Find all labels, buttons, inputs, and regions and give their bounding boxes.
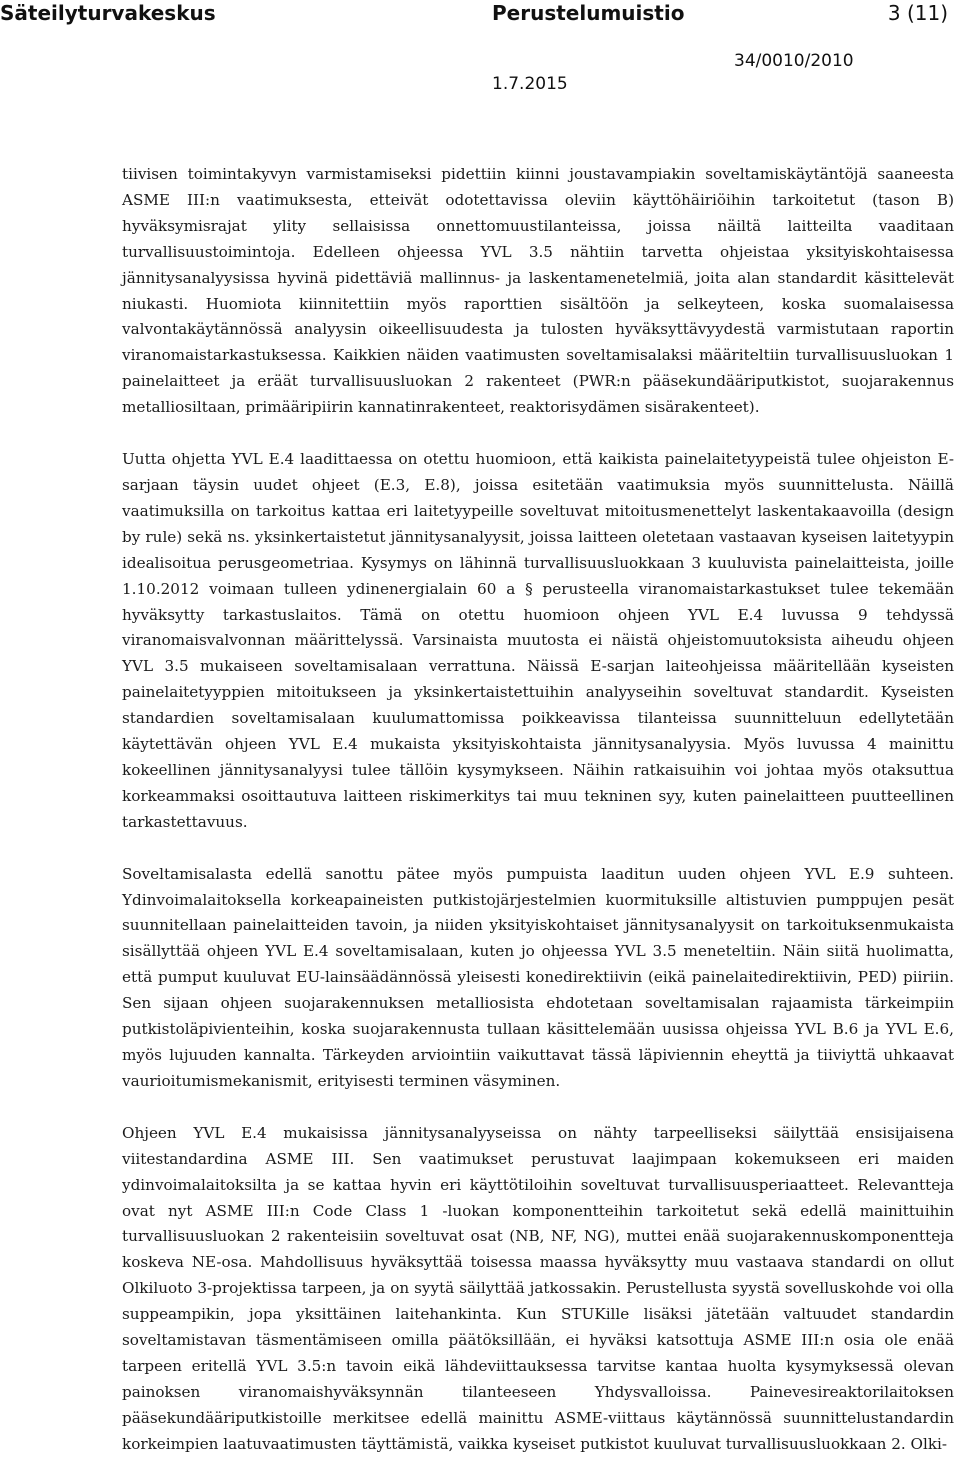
organization-name: Säteilyturvakeskus — [0, 1, 216, 25]
paragraph: Uutta ohjetta YVL E.4 laadittaessa on otettu huomioon, että kaikista painelaitetyypeistä tulee ohjeiston E-sarjaan täysin uudet ohjeet (E.3, E.8), joissa esitetään vaatimuksia myös suunnittelusta. Näillä vaatimuksilla on tarkoitus kattaa eri laitetyypeille soveltuvat mitoitusmenettelyt laskentakaavoilla (design by rule) sekä ns. yksinkertaistetut jännitysanalyysit, joissa laitteen oletetaan vastaavan kyseisen laitetyypin idealisoitua perusgeometriaa. Kysymys on lähinnä turvallisuusluokkaan 3 kuuluvista painelaitteista, joille 1.10.2012 voimaan tulleen ydinenergialain 60 a § perusteella viranomaistarkastukset tulee tekemään hyväksytty tarkastuslaitos. Tämä on otettu huomioon ohjeen YVL E.4 luvussa 9 tehdyssä viranomaisvalvonnan määrittelyssä. Varsinaista muutosta ei näistä ohjeistomuutoksista aiheudu ohjeen YVL 3.5 mukaiseen soveltamisalaan verrattuna. Näissä E-sarjan laiteohjeissa määritellään kyseisten painelaitetyyppien mitoitukseen ja yksinkertaistettuihin analyyseihin soveltuvat standardit. Kyseisten standardien soveltamisalaan kuulumattomissa poikkeavissa tilanteissa suunnitteluun edellytetään käytettävän ohjeen YVL E.4 mukaista yksityiskohtaista jännitysanalyysia. Myös luvussa 4 mainittu kokeellinen jännitysanalyysi tulee tällöin kysymykseen. Näihin ratkaisuihin voi johtaa myös otaksuttua korkeammaksi osoittautuva laitteen riskimerkitys tai muu tekninen syy, kuten painelaitteen puutteellinen tarkastettavuus. — [122, 450, 954, 831]
paragraph: Soveltamisalasta edellä sanottu pätee myös pumpuista laaditun uuden ohjeen YVL E.9 suhteen. Ydinvoimalaitoksella korkeapaineisten putkistojärjestelmien kuormituksille altistuvien pumppujen pesät suunnitellaan painelaitteiden tavoin, ja niiden yksityiskohtaiset jännitysanalyysit on tarkoituksenmukaista sisällyttää ohjeen YVL E.4 soveltamisalaan, kuten jo ohjeessa YVL 3.5 meneteltiin. Näin siitä huolimatta, että pumput kuuluvat EU-lainsäädännössä yleisesti konedirektiivin (eikä painelaitedirektiivin, PED) piiriin. Sen sijaan ohjeen suojarakennuksen metalliosista ehdotetaan soveltamisalan rajaamista tärkeimpiin putkistoläpivienteihin, koska suojarakennusta tullaan käsittelemään uusissa ohjeissa YVL B.6 ja YVL E.6, myös lujuuden kannalta. Tärkeyden arviointiin vaikuttavat tässä läpiviennin eheyttä ja tiiviyttä uhkaavat vaurioitumismekanismit, erityisesti terminen väsyminen. — [122, 864, 954, 1090]
paragraph: Ohjeen YVL E.4 mukaisissa jännitysanalyyseissa on nähty tarpeelliseksi säilyttää ensisijaisena viitestandardina ASME III. Sen vaatimukset perustuvat laajimpaan kokemukseen eri maiden ydinvoimalaitoksilta ja se kattaa hyvin eri käyttötiloihin soveltuvat turvallisuusperiaatteet. Relevantteja ovat nyt ASME III:n Code Class 1 -luokan komponentteihin tarkoitetut sekä edellä mainittuihin turvallisuusluokan 2 rakenteisiin soveltuvat osat (NB, NF, NG), muttei enää suojarakennuskomponentteja koskeva NE-osa. Mahdollisuus hyväksyttää toisessa maassa hyväksytty muu vastaava standardi on ollut Olkiluoto 3-projektissa tarpeen, ja on syytä säilyttää jatkossakin. Perustellusta syystä sovelluskohde voi olla suppeampikin, jopa yksittäinen laitehankinta. Kun STUKille lisäksi jätetään valtuudet standardin soveltamistavan täsmentämiseen omilla päätöksillään, ei hyväksi katsottuja ASME III:n osia ole enää tarpeen eritellä YVL 3.5:n tavoin eikä lähdeviittauksessa tarvitse kantaa huolta kysymyksessä olevan painoksen viranomaishyväksynnän tilanteeseen Yhdysvalloissa. Painevesireaktorilaitoksen pääsekundääriputkistoille merkitsee edellä mainittu ASME-viittaus käytännössä suunnittelustandardin korkeimpien laatuvaatimusten täyttämistä, vaikka kyseiset putkistot kuuluvat turvallisuusluokkaan 2. Olki- — [122, 1123, 954, 1453]
paragraph: tiivisen toimintakyvyn varmistamiseksi pidettiin kiinni joustavampiakin soveltamiskäytäntöjä saaneesta ASME III:n vaatimuksesta, etteivät odotettavissa oleviin käyttöhäiriöihin tarkoitetut (tason B) hyväksymisrajat ylity sellaisissa onnettomuustilanteissa, joissa näiltä laitteilta vaaditaan turvallisuustoimintoja. Edelleen ohjeessa YVL 3.5 nähtiin tarvetta ohjeistaa yksityiskohtaisessa jännitysanalyysissa hyvinä pidettäviä mallinnus- ja laskentamenetelmiä, joita alan standardit käsittelevät niukasti. Huomiota kiinnitettiin myös raporttien sisältöön ja selkeyteen, koska suomalaisessa valvontakäytännössä analyysin oikeellisuudesta ja tulosten hyväksyttävyydestä varmistutaan raportin viranomaistarkastuksessa. Kaikkien näiden vaatimusten soveltamisalaksi määriteltiin turvallisuusluokan 1 painelaitteet ja eräät turvallisuusluokan 2 rakenteet (PWR:n pääsekundääriputkistot, suojarakennus metalliosiltaan, primääripiirin kannatinrakenteet, reaktorisydämen sisärakenteet). — [122, 165, 954, 417]
page-number: 3 (11) — [887, 1, 948, 25]
document-date: 1.7.2015 — [492, 74, 568, 94]
page-header — [0, 0, 960, 110]
document-body — [122, 162, 954, 1458]
document-number: 34/0010/2010 — [734, 51, 854, 71]
document-type: Perustelumuistio — [492, 1, 685, 25]
